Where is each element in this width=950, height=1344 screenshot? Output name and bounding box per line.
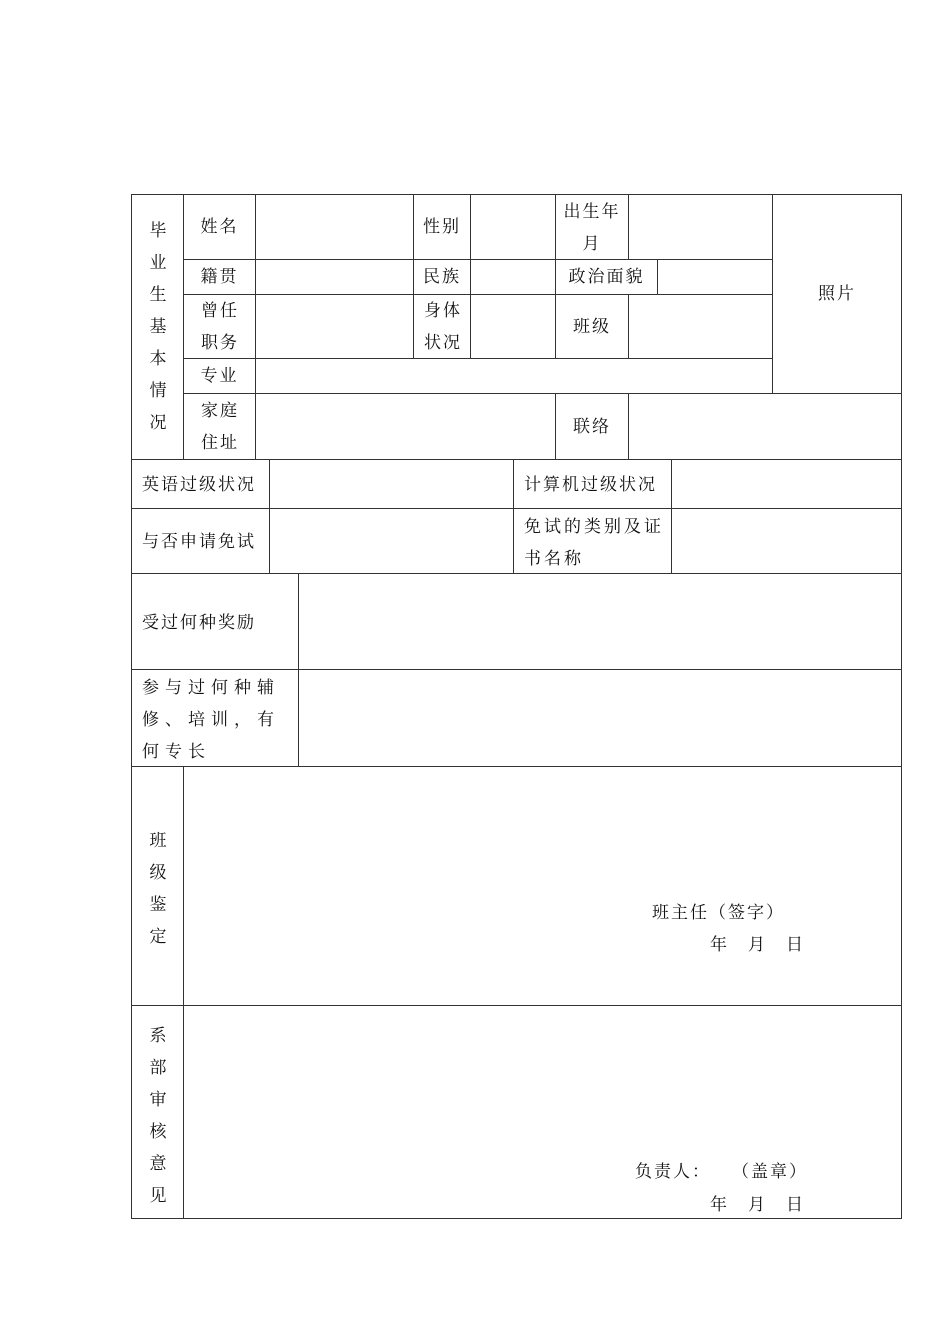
department-review-label: 系部审核意见 — [149, 1026, 167, 1206]
training-field[interactable] — [299, 670, 901, 766]
name-label: 姓名 — [200, 217, 239, 237]
class-evaluation-date: 年 月 日 — [710, 935, 805, 955]
computer-level-field[interactable] — [672, 460, 901, 508]
former-post-field[interactable] — [256, 295, 413, 358]
english-level-field[interactable] — [270, 460, 513, 508]
birth-date-field[interactable] — [629, 195, 772, 259]
name-field[interactable] — [256, 195, 413, 259]
former-post-label: 曾任职务 — [201, 301, 239, 353]
gender-label: 性别 — [423, 217, 461, 237]
class-evaluation-field[interactable] — [184, 767, 901, 1005]
health-status-field[interactable] — [471, 295, 555, 358]
awards-field[interactable] — [299, 574, 901, 669]
section-basic-info-label: 毕业生基本情况 — [149, 221, 167, 433]
exempt-apply-label: 与否申请免试 — [142, 532, 256, 552]
birth-date-label: 出生年月 — [563, 202, 621, 254]
home-address-field[interactable] — [256, 394, 555, 459]
exempt-type-label: 免试的类别及证书名称 — [524, 517, 664, 569]
native-place-label: 籍贯 — [200, 267, 239, 287]
ethnicity-field[interactable] — [471, 260, 555, 294]
ethnicity-label: 民族 — [423, 267, 461, 287]
exempt-type-field[interactable] — [672, 509, 901, 573]
health-status-label: 身体状况 — [424, 301, 462, 353]
political-status-field[interactable] — [658, 260, 772, 294]
divider — [513, 459, 514, 573]
head-teacher-signature-label: 班主任（签字） — [652, 903, 785, 923]
table-border-left — [131, 194, 132, 1219]
photo-area[interactable]: 照片 — [818, 284, 856, 304]
contact-label: 联络 — [573, 416, 611, 437]
computer-level-label: 计算机过级状况 — [524, 475, 657, 495]
contact-field[interactable] — [629, 394, 901, 459]
department-review-date: 年 月 日 — [710, 1195, 805, 1215]
class-evaluation-label: 班级鉴定 — [149, 831, 167, 947]
home-address-label: 家庭住址 — [201, 401, 239, 453]
major-label: 专业 — [200, 366, 239, 386]
exempt-apply-field[interactable] — [270, 509, 513, 573]
training-label: 参与过何种辅修、培训，有何专长 — [142, 678, 280, 762]
native-place-field[interactable] — [256, 260, 413, 294]
class-field[interactable] — [629, 295, 772, 358]
gender-field[interactable] — [471, 195, 555, 259]
awards-label: 受过何种奖励 — [142, 613, 256, 633]
responsible-person-signature-label: 负责人： （盖章） — [635, 1162, 808, 1182]
table-border-right — [901, 194, 902, 1219]
english-level-label: 英语过级状况 — [142, 475, 256, 495]
major-field[interactable] — [256, 359, 772, 393]
political-status-label: 政治面貌 — [568, 267, 645, 287]
class-label: 班级 — [573, 316, 611, 337]
